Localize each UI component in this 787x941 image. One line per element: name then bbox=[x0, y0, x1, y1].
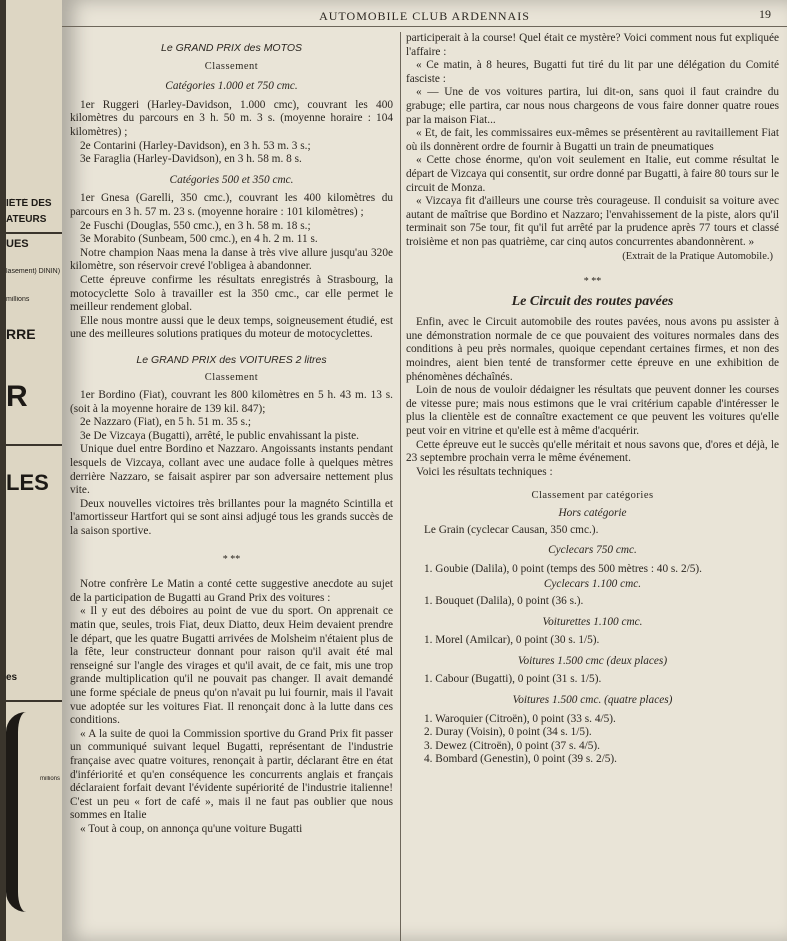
motos-cat1-line: 3e Faraglia (Harley-Davidson), en 3 h. 58 m. 8 s. bbox=[80, 153, 302, 166]
matin-paragraph: « Il y eut des déboires au point de vue du sport. On apprenait ce matin que, seules, trois Fiat, deux Diatto, deux Heim devaient prendre le départ, que les quatre Bugatti arrivées de Molsheim n'étaient plus de la fête, leur constructeur donnant pour raison qu'il avait été mal renseigné sur l'angle des virages et qu'il avait, de ce fait, mis une trop grande multiplication qu'il ne pouvait pas changer. Il avait demandé une forme spéciale de pneus qu'on n'avait pu lui fournir, mais il l'avait vue adoptée sur les voitures Fiat. Il renonçait donc à la lutte dans ces conditions. bbox=[70, 605, 393, 727]
motos-cat2-line: 1er Gnesa (Garelli, 350 cmc.), couvrant les 400 kilomètres du parcours en 3 h. 57 m. 23 s. (moyenne horaire : 101 kilomètres) ; bbox=[70, 192, 393, 218]
margin-text: R bbox=[6, 380, 28, 413]
motos-cat1-line: 1er Ruggeri (Harley-Davidson, 1.000 cmc), couvrant les 400 kilomètres du parcours en 3 h. 50 m. 3 s. (moyenne horaire : 104 kilomètres) ; bbox=[70, 98, 393, 138]
matin-paragraph: Notre confrère Le Matin a conté cette suggestive anecdote au sujet de la participation de Bugatti au Grand Prix des voitures : bbox=[70, 578, 393, 604]
category-heading: Hors catégorie bbox=[558, 507, 627, 519]
voitures-result: 1er Bordino (Fiat), couvrant les 800 kilomètres en 5 h. 43 m. 13 s. (soit à la moyenne horaire de 139 kil. 847); bbox=[70, 389, 393, 415]
result-line: 2. Duray (Voisin), 0 point (34 s. 1/5). bbox=[424, 726, 592, 739]
motos-title: Le GRAND PRIX des MOTOS bbox=[160, 42, 302, 54]
section-stars: * ** bbox=[222, 553, 241, 565]
anecdote-paragraph: « Et, de fait, les commissaires eux-mêmes se présentèrent au ravitaillement Fiat où ils donnèrent ordre de fournir à Bugatti un train de pneumatiques bbox=[406, 127, 779, 153]
results-classement: Classement par catégories bbox=[531, 490, 654, 502]
circuit-paragraph: Enfin, avec le Circuit automobile des routes pavées, nous avons pu assister à une démonstration normale de ce que pouvaient des voitures normales dans des conditions à peu près normales, quoique cependant certaines firmes, et non des moindres, aient bien tenté de transformer cette épreuve en une exhibition de phénomènes déchaînés. bbox=[406, 316, 779, 383]
margin-text: millions bbox=[6, 296, 30, 303]
motos-cat2: Catégories 500 et 350 cmc. bbox=[169, 173, 294, 186]
category-heading: Voitures 1.500 cmc. (quatre places) bbox=[512, 693, 673, 706]
voitures-title: Le GRAND PRIX des VOITURES 2 litres bbox=[136, 353, 327, 366]
motos-paragraph: Notre champion Naas mena la danse à très vive allure jusqu'au 320e kilomètre, son réservoir crevé l'obligea à abandonner. bbox=[70, 246, 393, 273]
circuit-paragraph: Loin de nous de vouloir dédaigner les résultats que peuvent donner les courses de vitesse pure; mais nous estimons que le vrai critérium capable d'intéresser le plus la clientèle est de connaître exactement ce que peuvent les voitures qu'elle peut voir en vitrine et qu'elle est à même d'acquérir. bbox=[406, 384, 779, 438]
motos-cat2-line: 3e Morabito (Sunbeam, 500 cmc.), en 4 h. 2 m. 11 s. bbox=[80, 233, 318, 246]
circuit-title: Le Circuit des routes pavées bbox=[511, 293, 674, 309]
result-line: 1. Waroquier (Citroën), 0 point (33 s. 4/5). bbox=[424, 712, 616, 725]
column-divider bbox=[400, 32, 401, 941]
voitures-result: 2e Nazzaro (Fiat), en 5 h. 51 m. 35 s.; bbox=[80, 416, 251, 429]
voitures-result: 3e De Vizcaya (Bugatti), arrêté, le public envahissant la piste. bbox=[80, 429, 359, 442]
margin-text: LES bbox=[6, 470, 49, 495]
motos-cat2-line: 2e Fuschi (Douglas, 550 cmc.), en 3 h. 58 m. 18 s.; bbox=[80, 219, 311, 232]
category-heading: Cyclecars 1.100 cmc. bbox=[543, 578, 642, 591]
margin-text: UES bbox=[6, 238, 29, 250]
voitures-paragraph: Deux nouvelles victoires très brillantes pour la magnéto Scintilla et l'amortisseur Hartfort qui se sont ainsi adjugé tous les grands succès de la saison sportive. bbox=[70, 497, 393, 537]
circuit-paragraph: Voici les résultats techniques : bbox=[416, 465, 553, 478]
adjacent-page-strip bbox=[0, 0, 62, 941]
category-heading: Voitures 1.500 cmc (deux places) bbox=[517, 654, 668, 667]
margin-text: millions bbox=[40, 776, 61, 782]
category-heading: Voiturettes 1.100 cmc. bbox=[542, 615, 643, 628]
source-citation: (Extrait de la Pratique Automobile.) bbox=[622, 250, 773, 262]
motos-classement: Classement bbox=[204, 60, 259, 72]
result-line: 4. Bombard (Genestin), 0 point (39 s. 2/5). bbox=[424, 753, 617, 766]
voitures-paragraph: Unique duel entre Bordino et Nazzaro. Angoissants instants pendant lesquels de Vizcaya, collant avec une audace folle à quelques mètres derrière Nazzaro, se faisait aspirer par son adversaire nettement plus vite. bbox=[70, 443, 393, 497]
motos-paragraph: Elle nous montre aussi que le deux temps, soigneusement étudié, est une des meilleures solutions pratiques du moteur de motocyclettes. bbox=[70, 314, 393, 341]
magazine-page bbox=[62, 0, 787, 941]
margin-text: RRE bbox=[6, 326, 36, 342]
motos-cat1: Catégories 1.000 et 750 cmc. bbox=[165, 80, 298, 93]
result-line: 1. Morel (Amilcar), 0 point (30 s. 1/5). bbox=[424, 634, 600, 647]
left-column bbox=[70, 32, 393, 941]
circuit-paragraph: Cette épreuve eut le succès qu'elle méritait et nous savons que, d'ores et déjà, le 23 septembre prochain verra le même événement. bbox=[406, 438, 779, 465]
matin-paragraph: « Tout à coup, on annonça qu'une voiture Bugatti bbox=[80, 822, 303, 835]
margin-text: es bbox=[6, 672, 18, 683]
margin-text: ATEURS bbox=[6, 214, 47, 225]
page-header bbox=[62, 0, 787, 27]
anecdote-paragraph: « Cette chose énorme, qu'on voit seulement en Italie, eut comme résultat le départ de Vizcaya qui consentit, sur ordre donné par Bugatti, à faire 80 tours sur le circuit de Monza. bbox=[406, 154, 779, 194]
motos-cat1-line: 2e Contarini (Harley-Davidson), en 3 h. 53 m. 3 s.; bbox=[80, 139, 311, 152]
margin-ornament bbox=[6, 712, 38, 912]
matin-paragraph: « A la suite de quoi la Commission sportive du Grand Prix fit passer un communiqué suivant lequel Bugatti, représentant de l'industrie française avec quatre voitures, renonçait à partir, déclarant être en état d'infériorité et qu'en conséquence les concurrents anglais et français déclaraient forfait devant l'évidente supériorité de l'industrie italienne! C'est un peu « fort de café », mais il ne faut pas oublier que nous sommes en Italie bbox=[70, 727, 393, 822]
running-title: AUTOMOBILE CLUB ARDENNAIS bbox=[319, 9, 530, 23]
margin-text: lasement) DININ) bbox=[6, 268, 61, 275]
right-column bbox=[406, 32, 779, 941]
anecdote-paragraph: « — Une de vos voitures partira, lui dit-on, sans quoi il faut craindre du grabuge; elle partira, car nous nous chargeons de vous faire donner quatre roues par la maison Fiat... bbox=[406, 86, 779, 126]
category-heading: Cyclecars 750 cmc. bbox=[548, 544, 637, 557]
anecdote-paragraph: « Vizcaya fit d'ailleurs une course très courageuse. Il conduisit sa voiture avec autant de maîtrise que Bordino et Nazzaro; l'envahissement de la piste, alors qu'il terminait son 75e tour, fit qu'il fut arrêté par la prudence après 77 tours et classé troisième et non pas quatrième, car cinq autos concurrentes abandonnèrent. » bbox=[406, 195, 779, 248]
result-line: 1. Bouquet (Dalila), 0 point (36 s.). bbox=[424, 594, 584, 607]
result-line: 1. Cabour (Bugatti), 0 point (31 s. 1/5). bbox=[424, 673, 602, 686]
anecdote-paragraph: participerait à la course! Quel était ce mystère? Voici comment nous fut expliquée l'affaire : bbox=[406, 32, 779, 58]
voitures-classement: Classement bbox=[204, 372, 259, 384]
margin-text: IÉTÉ DES bbox=[6, 198, 52, 209]
result-line: 1. Goubie (Dalila), 0 point (temps des 500 mètres : 40 s. 2/5). bbox=[424, 562, 702, 575]
section-stars: * ** bbox=[583, 276, 602, 288]
motos-paragraph: Cette épreuve confirme les résultats enregistrés à Strasbourg, la motocyclette Solo à travailler est la 350 cmc., car elle permet le meilleur rendement global. bbox=[70, 273, 393, 314]
anecdote-paragraph: « Ce matin, à 8 heures, Bugatti fut tiré du lit par une délégation du Comité fasciste : bbox=[406, 59, 779, 85]
result-line: Le Grain (cyclecar Causan, 350 cmc.). bbox=[424, 523, 599, 536]
page-number: 19 bbox=[759, 7, 771, 21]
result-line: 3. Dewez (Citroën), 0 point (37 s. 4/5). bbox=[424, 739, 601, 752]
